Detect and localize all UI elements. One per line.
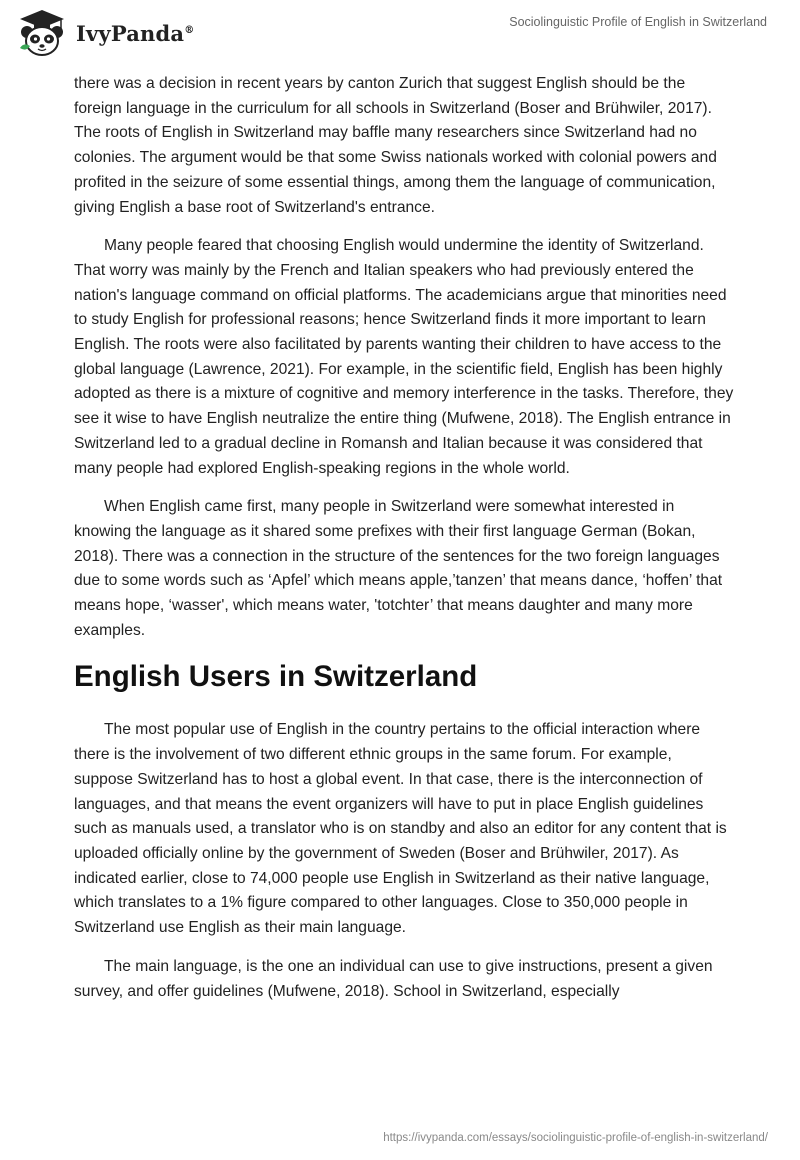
ivypanda-logo[interactable] (14, 8, 194, 58)
paragraph-3: When English came first, many people in Switzerland were somewhat interested in knowing the language as it shared some prefixes with their first language German (Bokan, 2018). There was a connection in the structure of the sentences for the two foreign languages due to some words such as ‘Apfel’ which means apple,’tanzen’ that means dance, ‘hoffen’ that means hope, ‘wasser', which means water, 'totchter’ that means daughter and many more examples. (74, 498, 723, 639)
paragraph-1: there was a decision in recent years by canton Zurich that suggest English should be the foreign language in the curriculum for all schools in Switzerland (Boser and Brühwiler, 2017). The roots of English in Switzerland may baffle many researchers since Switzerland had no colonies. The argument would be that some Swiss nationals worked with colonial powers and profited in the seizure of some essential things, among them the language of communication, giving English a base root of Switzerland's entrance. (74, 75, 717, 216)
footer-url[interactable]: https://ivypanda.com/essays/sociolinguistic-profile-of-english-in-switzerland/ (383, 1132, 768, 1144)
brand-name: IvyPanda® (76, 20, 195, 46)
section-heading: English Users in Switzerland (74, 660, 478, 694)
paragraph-5: The main language, is the one an individual can use to give instructions, present a given survey, and offer guidelines (Mufwene, 2018). School in Switzerland, especially (74, 957, 713, 1000)
paragraph-4: The most popular use of English in the country pertains to the official interaction where there is the involvement of two different ethnic groups in the same forum. For example, suppose Switzerland has to host a global event. In that case, there is the interconnection of languages, and that means the event organizers will have to put in place English guidelines such as manuals used, a translator who is on standby and also an editor for any content that is uploaded officially online by the government of Sweden (Boser and Brühwiler, 2017). As indicated earlier, close to 74,000 people use English in Switzerland as their native language, which translates to a 1% figure compared to other languages. Close to 350,000 people in Switzerland use English as their main language. (74, 721, 727, 937)
page-header (0, 0, 800, 70)
document-title: Sociolinguistic Profile of English in Switzerland (509, 15, 767, 29)
essay-body (74, 72, 734, 1018)
panda-logo-icon (14, 8, 70, 58)
paragraph-2: Many people feared that choosing English would undermine the identity of Switzerland. That worry was mainly by the French and Italian speakers who had previously entered the nation's language command on official platforms. The academicians argue that minorities need to study English for professional reasons; hence Switzerland finds it more important to learn English. The roots were also facilitated by parents wanting their children to have access to the global language (Lawrence, 2021). For example, in the scientific field, English has been highly adopted as there is a mixture of cognitive and memory interference in the tasks. Therefore, they see it wise to have English neutralize the entire thing (Mufwene, 2018). The English entrance in Switzerland led to a gradual decline in Romansh and Italian because it was considered that many people had explored English-speaking regions in the whole world. (74, 237, 734, 477)
